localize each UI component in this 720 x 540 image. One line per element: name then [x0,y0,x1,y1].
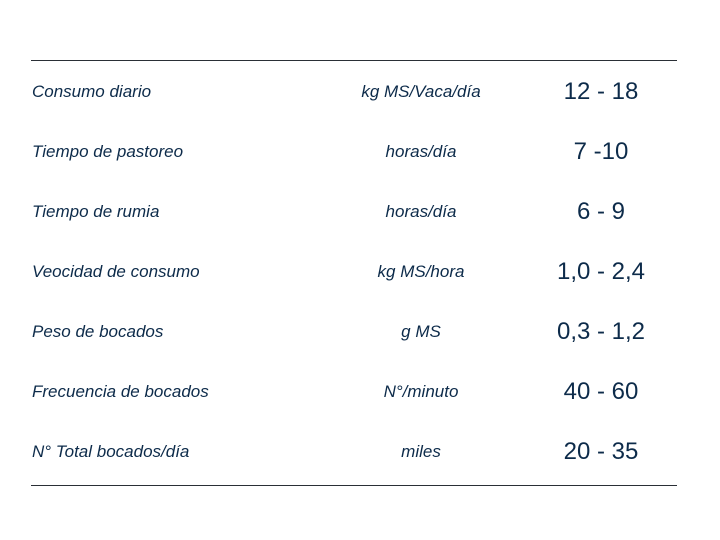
range-cell: 12 - 18 [563,78,639,105]
unit-cell: kg MS/Vaca/día [361,82,481,101]
unit-cell: N°/minuto [383,382,459,401]
parameter-cell: Veocidad de consumo [32,262,200,281]
range-cell: 40 - 60 [563,378,639,405]
table-bottom-rule [31,485,677,486]
unit-cell: g MS [401,322,441,341]
unit-cell: kg MS/hora [377,262,465,281]
table-row [31,62,677,122]
unit-cell: miles [401,442,441,461]
unit-cell: horas/día [385,202,457,221]
range-cell: 1,0 - 2,4 [556,258,646,285]
range-cell: 7 -10 [573,138,629,165]
parameter-cell: N° Total bocados/día [32,442,190,461]
table-row [31,362,677,422]
unit-cell: horas/día [385,142,457,161]
parameter-cell: Peso de bocados [32,322,164,341]
table-top-rule [31,60,677,61]
parameter-cell: Tiempo de rumia [32,202,160,221]
range-cell: 0,3 - 1,2 [556,318,646,345]
range-cell: 20 - 35 [563,438,639,465]
parameter-cell: Tiempo de pastoreo [32,142,184,161]
range-cell: 6 - 9 [576,198,626,225]
parameter-cell: Frecuencia de bocados [32,382,209,401]
table-row [31,302,677,362]
table-row [31,122,677,182]
parameter-cell: Consumo diario [32,82,152,101]
table-row [31,182,677,242]
grazing-behavior-table [31,62,677,484]
table-row [31,422,677,482]
table-row [31,242,677,302]
